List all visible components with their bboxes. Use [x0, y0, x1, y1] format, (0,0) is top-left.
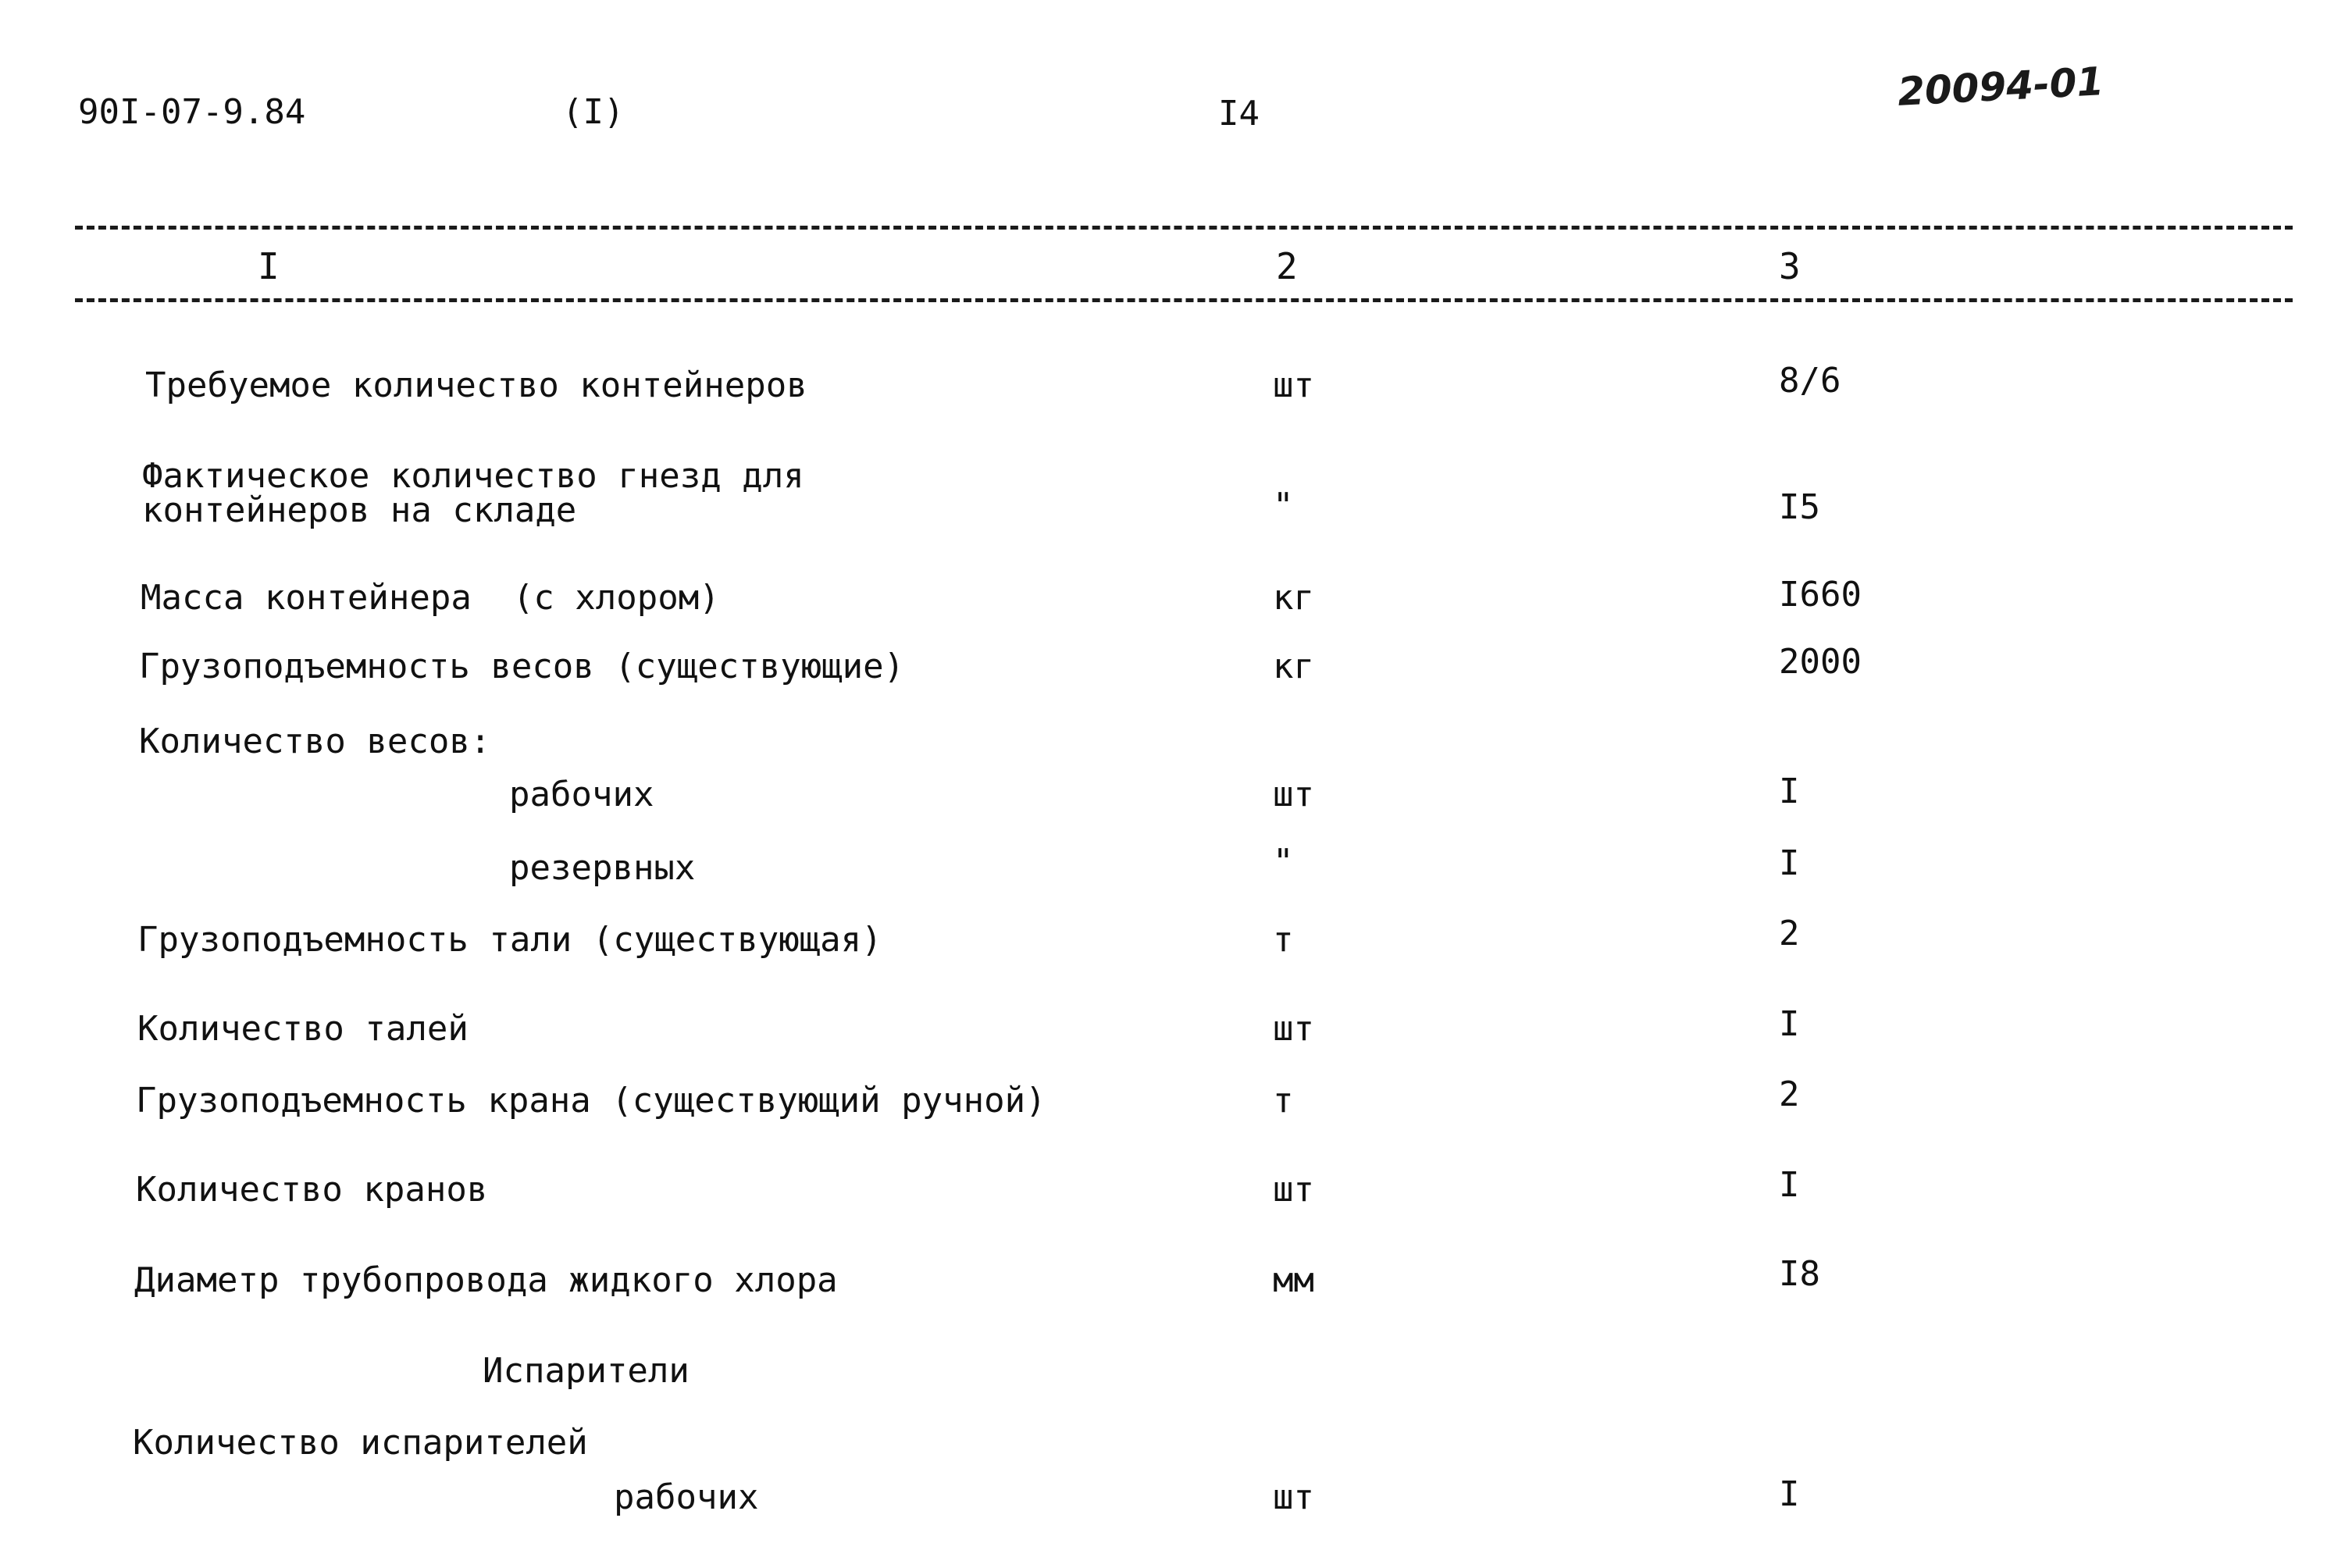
sheet-mark: (I) — [562, 92, 625, 132]
row-label: Требуемое количество контейнеров — [145, 365, 807, 405]
column-header-3: 3 — [1776, 248, 1804, 284]
row-unit: " — [1273, 842, 1294, 882]
document-code: 90I-07-9.84 — [78, 92, 306, 132]
row-label: резервных — [509, 848, 696, 888]
row-value: I — [1779, 1474, 1800, 1514]
row-unit: шт — [1273, 1009, 1314, 1049]
row-label: Количество испарителей — [133, 1423, 588, 1463]
row-unit: шт — [1273, 1477, 1314, 1517]
row-value: I5 — [1779, 487, 1820, 527]
row-value: 2 — [1779, 1074, 1800, 1114]
row-label: Грузоподъемность весов (существующие) — [139, 647, 905, 686]
row-label: Диаметр трубопровода жидкого хлора — [134, 1260, 838, 1300]
row-label: Фактическое количество гнезд для контейнеров на складе — [142, 456, 804, 530]
row-unit: шт — [1273, 775, 1314, 814]
row-unit: шт — [1273, 1170, 1314, 1210]
row-value: 2 — [1779, 914, 1800, 953]
column-header-1: I — [255, 248, 283, 284]
row-unit: мм — [1273, 1260, 1314, 1300]
row-label: Грузоподъемность тали (существующая) — [137, 920, 882, 960]
row-label: Масса контейнера (с хлором) — [141, 578, 720, 618]
table-header-top-rule — [75, 226, 2293, 230]
table-header-bottom-rule — [75, 298, 2293, 302]
row-label: рабочих — [509, 775, 654, 814]
row-value: I — [1779, 1004, 1800, 1044]
page-number: I4 — [1218, 94, 1260, 134]
row-value: I — [1779, 1165, 1800, 1205]
section-title: Испарители — [483, 1351, 690, 1391]
row-label: рабочих — [614, 1477, 759, 1517]
row-value: I — [1779, 843, 1800, 883]
row-label: Количество весов: — [139, 722, 491, 761]
handwritten-number: 20094-01 — [1896, 59, 2105, 115]
row-unit: кг — [1273, 578, 1314, 618]
row-unit: кг — [1273, 647, 1314, 686]
column-header-2: 2 — [1273, 248, 1301, 284]
row-value: 2000 — [1779, 642, 1862, 682]
row-value: 8/6 — [1779, 361, 1841, 401]
row-unit: т — [1273, 920, 1294, 960]
row-label: Количество кранов — [136, 1170, 488, 1210]
row-unit: т — [1273, 1081, 1294, 1121]
row-value: I8 — [1779, 1254, 1820, 1294]
row-label: Грузоподъемность крана (существующий ручной) — [136, 1081, 1046, 1121]
row-unit: " — [1273, 486, 1294, 526]
row-value: I — [1779, 772, 1800, 811]
row-unit: шт — [1273, 365, 1314, 405]
row-value: I660 — [1779, 575, 1862, 615]
row-label: Количество талей — [137, 1009, 469, 1049]
